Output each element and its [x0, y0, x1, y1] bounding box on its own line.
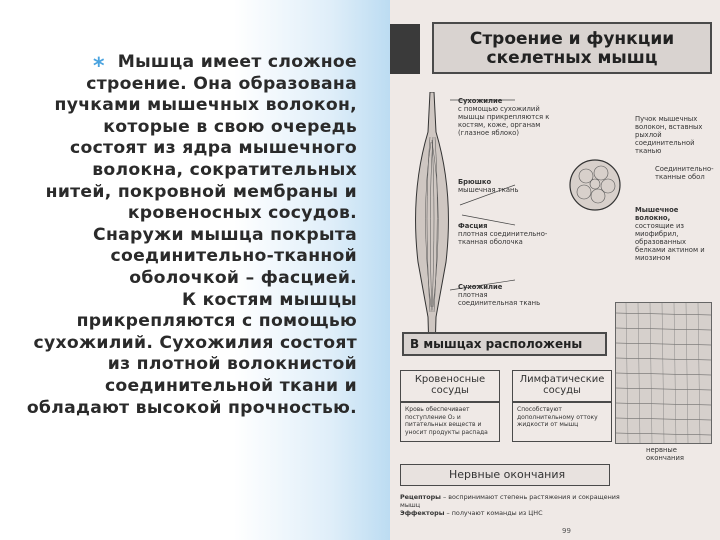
text-line: Мышца имеет сложное [117, 52, 357, 72]
effectors-line [400, 509, 630, 517]
text-line: кровеносных сосудов. [127, 203, 357, 224]
lymph-vessels-box [512, 370, 612, 402]
section-heading-vessels: В мышцах расположены [402, 332, 607, 356]
text-line: которые в свою очередь [103, 116, 357, 137]
box-title-line: Лимфатические [519, 374, 605, 385]
lymph-vessels-text-box [512, 402, 612, 442]
muscle-cross-section-illustration [568, 158, 622, 212]
text-line: из плотной волокнистой [107, 354, 357, 375]
label-tendon-top [458, 97, 553, 137]
label-bundle: Пучок мышечных волокон, вставных рыхлой соединительной тканью [635, 115, 703, 155]
text-line: волокна, сократительных [92, 159, 357, 180]
label-tendon-bottom [458, 283, 548, 307]
label-title: Мышечное волокно, [635, 206, 679, 222]
scan-title-line: скелетных мышц [486, 48, 658, 68]
scan-title [434, 30, 710, 68]
text-line: нитей, покровной мембраны и [45, 181, 357, 202]
box-title [513, 371, 611, 396]
text-line: обладают высокой прочностью. [26, 397, 357, 418]
blood-vessels-box [400, 370, 500, 402]
scan-header-box [432, 22, 712, 74]
label-text: с помощью сухожилий мышцы прикрепляются к костям, коже, органам (глазное яблоко) [458, 105, 550, 137]
box-text: Способствуют дополнительному оттоку жидкости от мышц [517, 406, 598, 428]
label-title: Сухожилие [458, 97, 503, 105]
bullet-star-icon: * [93, 54, 105, 79]
striated-tissue-illustration [615, 302, 712, 444]
label-belly [458, 178, 538, 194]
nerve-endings-box: Нервные окончания [400, 464, 610, 486]
label-connective: Соединительно-тканные обол [655, 165, 714, 181]
text-line: соединительной ткани и [104, 375, 357, 396]
label-text: состоящие из миофибрил, образованных белками актином и миозином [635, 222, 705, 262]
textbook-scan-image [390, 0, 720, 540]
box-title-line: сосуды [431, 385, 469, 396]
text-line: пучками мышечных волокон, [54, 95, 357, 116]
text-line: прикрепляются с помощью [76, 311, 357, 332]
text-line: оболочкой – фасцией. [129, 267, 357, 288]
receptors-effectors-text [400, 493, 630, 517]
text-line: Снаружи мышца покрыта [93, 224, 357, 245]
receptors-title: Рецепторы [400, 493, 441, 501]
label-nerve-endings: нервные окончания [646, 446, 684, 462]
label-title: Фасция [458, 222, 488, 230]
receptors-text: – воспринимают степень растяжения и сокращения мышц [400, 493, 620, 509]
label-title: Сухожилие [458, 283, 503, 291]
effectors-title: Эффекторы [400, 509, 445, 517]
effectors-text: – получают команды из ЦНС [444, 509, 543, 517]
box-title [401, 371, 499, 396]
label-fiber [635, 206, 715, 262]
box-text: Кровь обеспечивает поступление O₂ и питательных веществ и уносит продукты распада [405, 406, 488, 436]
box-title-line: сосуды [543, 385, 581, 396]
scan-title-line: Строение и функции [469, 29, 675, 49]
label-text: плотная соединительная ткань [458, 291, 541, 307]
slide-body-text [22, 52, 357, 419]
text-line: сухожилий. Сухожилия состоят [33, 332, 357, 353]
label-title: Брюшко [458, 178, 492, 186]
blood-vessels-text-box [400, 402, 500, 442]
text-line: соединительно-тканной [110, 246, 357, 267]
box-title-line: Кровеносные [414, 374, 486, 385]
text-line: К костям мышцы [181, 289, 357, 310]
page-number: 99 [562, 527, 571, 535]
receptors-line [400, 493, 630, 509]
text-line: строение. Она образована [86, 73, 357, 94]
label-text: плотная соединительно-тканная оболочка [458, 230, 548, 246]
header-accent-bar [390, 24, 420, 74]
label-fascia [458, 222, 558, 246]
label-text: мышечная ткань [458, 186, 519, 194]
text-line: состоят из ядра мышечного [69, 138, 357, 159]
